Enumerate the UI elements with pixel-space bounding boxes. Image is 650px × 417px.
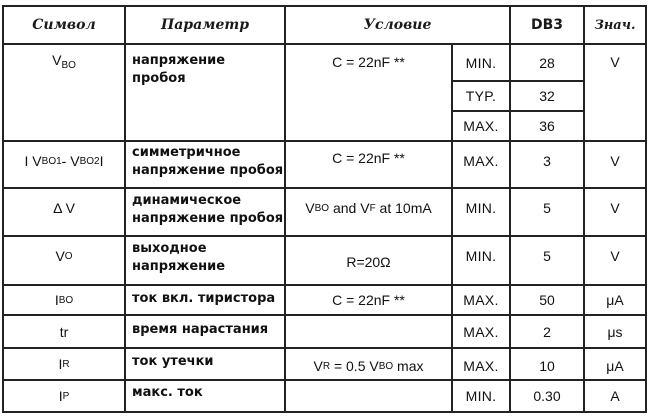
condition-row-3: V BO and V F at 10mA — [305, 200, 432, 216]
limit-typ: TYP. — [465, 88, 497, 104]
limit-min: MIN. — [465, 54, 497, 71]
condition-row-2: C = 22nF ** — [332, 150, 405, 166]
value-row-8: 0.30 — [533, 388, 561, 404]
condition-row-4: R=20Ω — [346, 254, 391, 270]
parameter-dynamic-voltage: динамическое напряжение пробоя — [132, 193, 284, 226]
limit-row-8: MIN. — [465, 388, 497, 404]
condition-row-5: C = 22nF ** — [332, 292, 405, 308]
parameter-max-current: макс. ток — [132, 385, 203, 400]
unit-row-3: V — [610, 200, 620, 216]
value-row-7: 10 — [539, 358, 555, 374]
unit-row-7: μA — [606, 358, 624, 374]
value-typ: 32 — [539, 88, 555, 104]
limit-row-3: MIN. — [465, 200, 497, 216]
symbol-ibo: I BO — [54, 292, 74, 308]
header-condition: Условие — [363, 17, 432, 33]
symbol-delta-v: Δ V — [53, 200, 75, 216]
limit-row-5: MAX. — [463, 292, 499, 308]
value-min: 28 — [539, 54, 555, 71]
parameter-leakage-current: ток утечки — [132, 354, 214, 369]
symbol-ir: I R — [58, 356, 70, 372]
unit-row-6: μs — [607, 323, 623, 340]
unit-row-2: V — [610, 153, 620, 169]
parameter-rise-time: время нарастания — [132, 322, 269, 337]
limit-row-2: MAX. — [463, 153, 499, 169]
symbol-vo: V O — [55, 248, 73, 264]
unit-row-8: A — [610, 388, 620, 404]
condition-row-1: C = 22nF ** — [332, 54, 405, 70]
symbol-tr: tr — [59, 323, 69, 340]
limit-row-7: MAX. — [463, 358, 499, 374]
limit-row-6: MAX. — [463, 323, 499, 340]
value-max: 36 — [539, 118, 555, 134]
unit-row-4: V — [610, 248, 620, 264]
limit-row-4: MIN. — [465, 248, 497, 264]
header-unit: Знач. — [594, 17, 636, 33]
unit-row-1: V — [610, 54, 620, 70]
value-row-6: 2 — [543, 323, 551, 340]
symbol-vbo-diff: I V BO1 - V BO2 I — [24, 153, 104, 169]
value-row-3: 5 — [543, 200, 551, 216]
header-device: DB3 — [530, 17, 564, 33]
parameter-breakdown-voltage: напряжение пробоя — [132, 53, 226, 86]
parameter-symmetric-voltage: симметричное напряжение пробоя — [132, 145, 284, 178]
header-parameter: Параметр — [161, 17, 249, 33]
symbol-ip: I P — [58, 388, 70, 404]
limit-max: MAX. — [463, 118, 499, 134]
value-row-2: 3 — [543, 153, 551, 169]
parameter-thyristor-current: ток вкл. тиристора — [132, 291, 276, 306]
parameter-output-voltage: выходное напряжение — [132, 241, 226, 274]
header-symbol: Символ — [32, 17, 96, 33]
unit-row-5: μA — [606, 292, 624, 308]
value-row-4: 5 — [543, 248, 551, 264]
symbol-vbo: $V_{BO}$ — [52, 52, 76, 71]
value-row-5: 50 — [539, 292, 555, 308]
condition-row-7: V R = 0.5 V BO max — [313, 358, 424, 374]
